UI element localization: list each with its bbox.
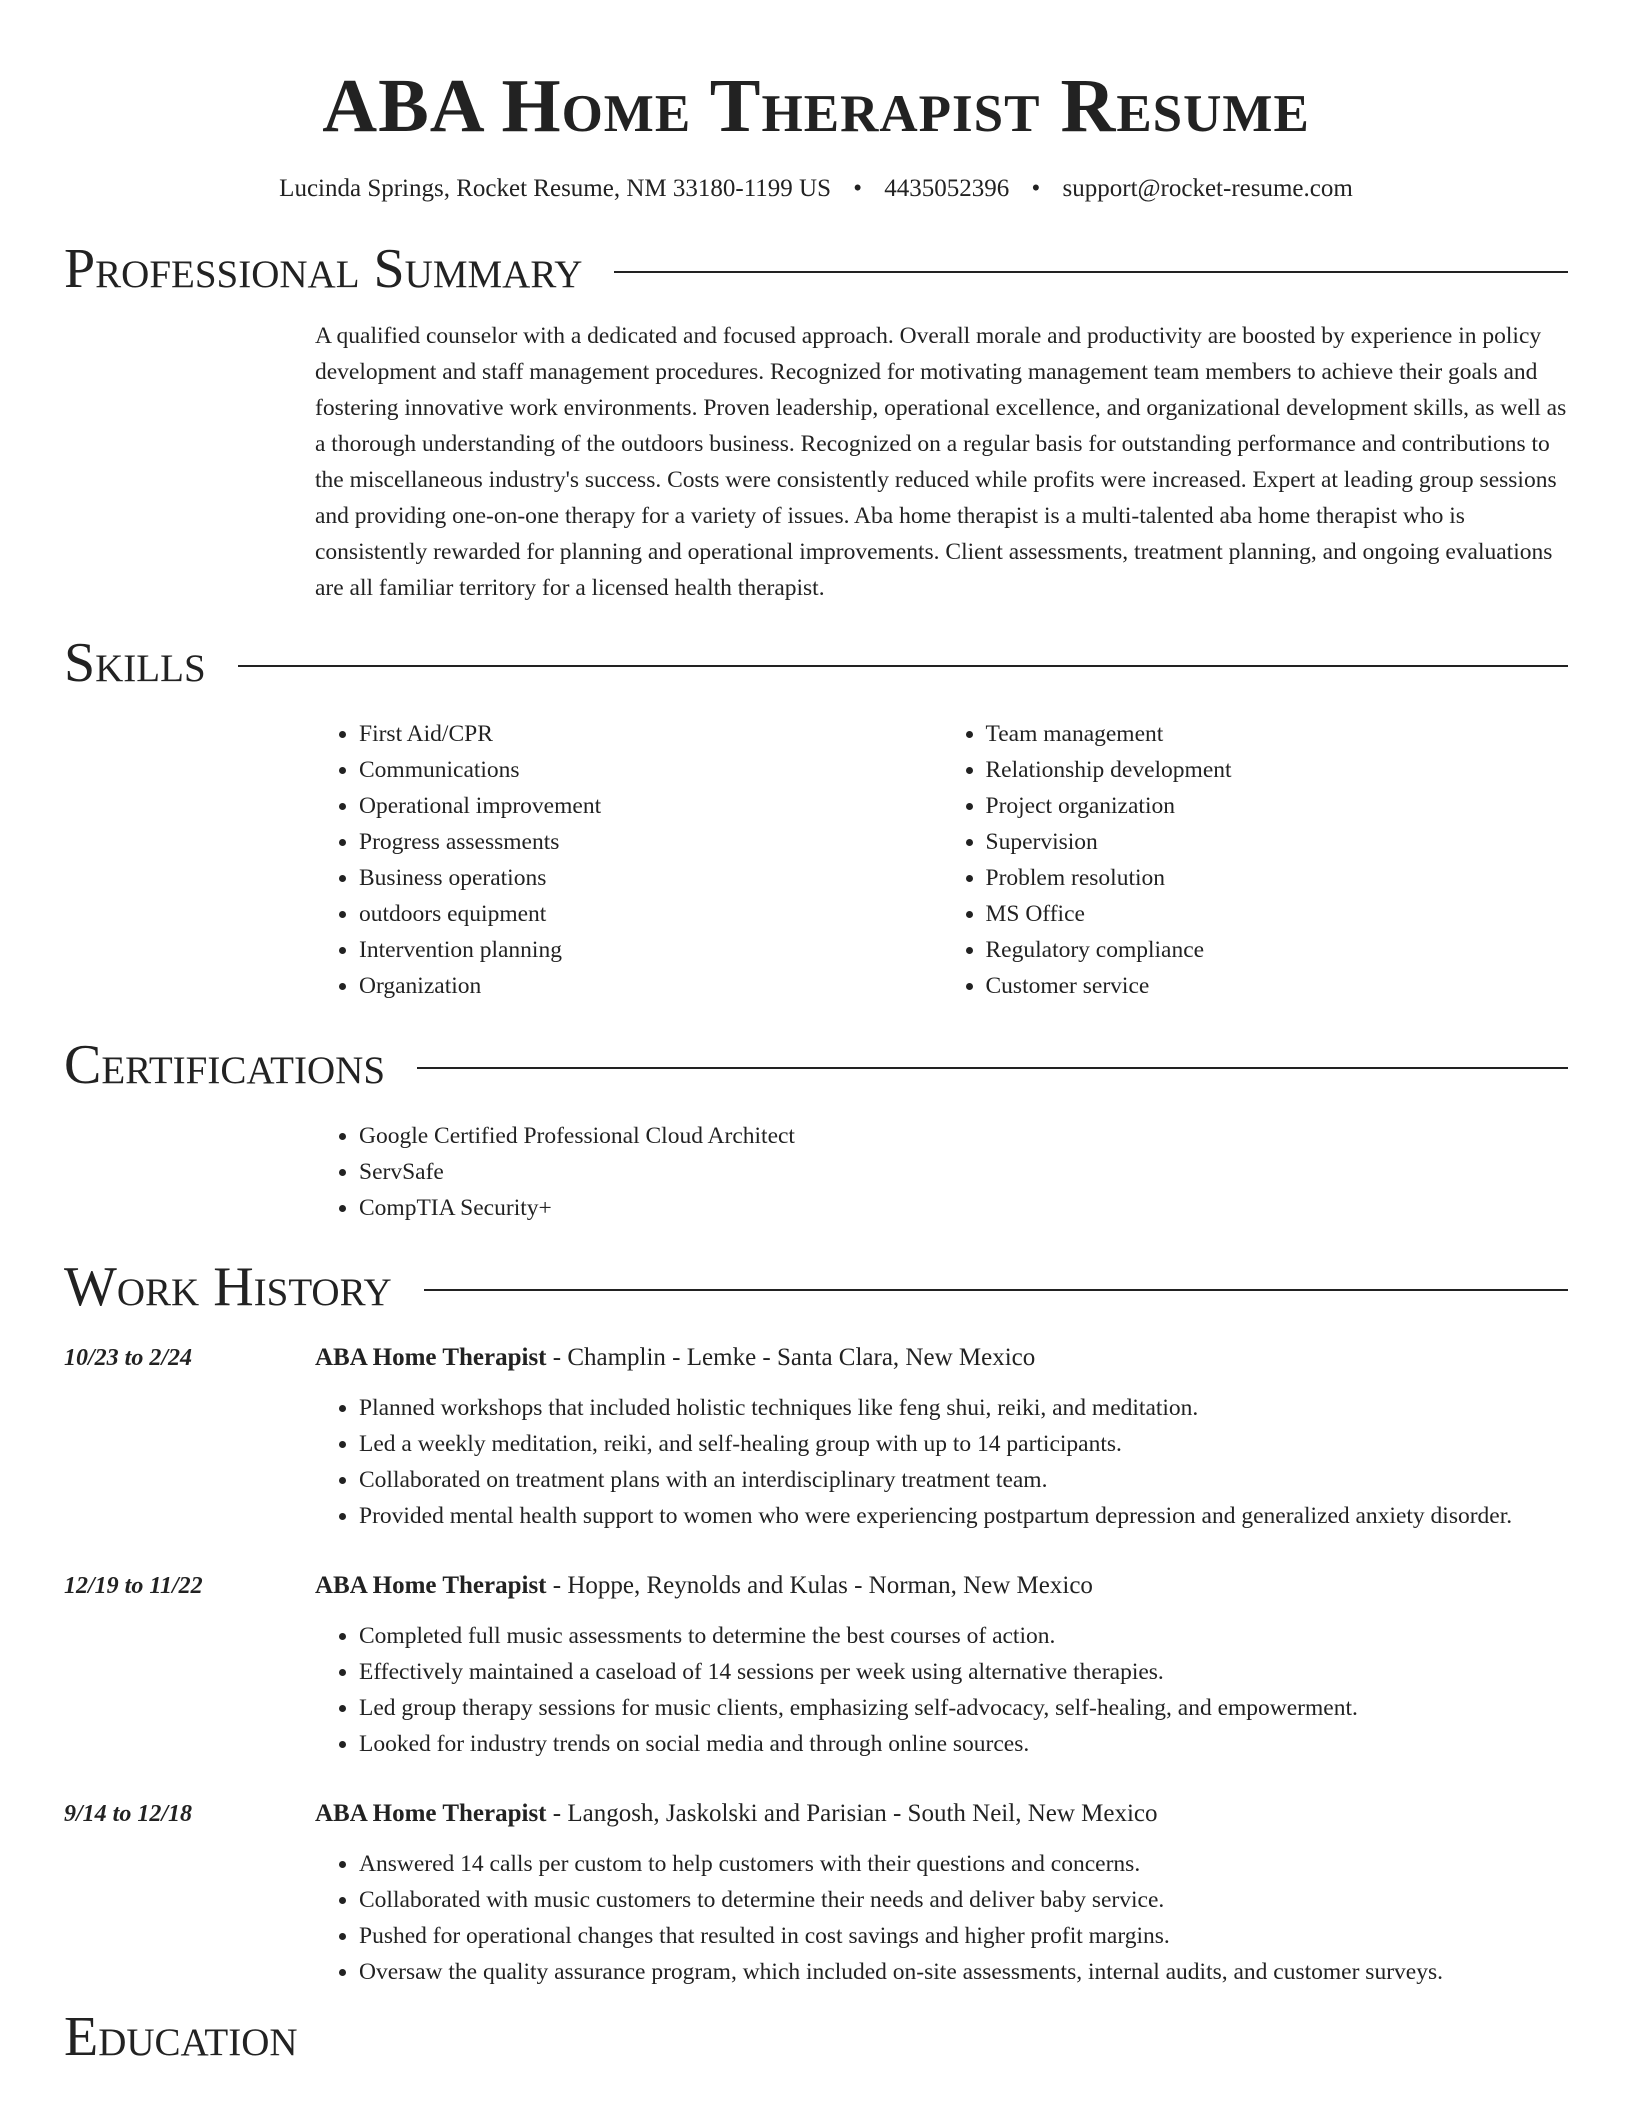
job-duty-item: • Led a weekly meditation, reiki, and self-healing group with up to 14 participants. — [359, 1426, 1568, 1462]
skill-item: • Business operations — [359, 860, 942, 896]
skills-column-left — [315, 716, 942, 1004]
job-duty-item: • Effectively maintained a caseload of 14 sessions per week using alternative therapies. — [359, 1654, 1568, 1690]
skills-heading: Skills — [64, 632, 206, 694]
job-duty-item: • Collaborated with music customers to determine their needs and deliver baby service. — [359, 1882, 1568, 1918]
contact-address: Lucinda Springs, Rocket Resume, NM 33180-1199 US — [279, 175, 831, 202]
job-entry — [64, 1568, 1568, 1762]
section-divider — [238, 665, 1568, 667]
skill-item: • Customer service — [986, 968, 1569, 1004]
certification-item: • Google Certified Professional Cloud Architect — [359, 1118, 1568, 1154]
skill-item: • Operational improvement — [359, 788, 942, 824]
work-history-section-header — [64, 1252, 1568, 1322]
summary-section-header — [64, 234, 1568, 304]
certifications-list — [315, 1118, 1568, 1226]
skill-item: • Relationship development — [986, 752, 1569, 788]
education-heading: Education — [64, 2006, 298, 2068]
education-section-header — [64, 2002, 1568, 2072]
job-role: ABA Home Therapist — [315, 1344, 547, 1371]
skill-item: • Organization — [359, 968, 942, 1004]
skills-list — [315, 716, 1568, 1004]
resume-title: ABA Home Therapist Resume — [322, 64, 1310, 148]
skill-item: • outdoors equipment — [359, 896, 942, 932]
skill-item: • Project organization — [986, 788, 1569, 824]
skill-item: • Regulatory compliance — [986, 932, 1569, 968]
job-duty-item: • Led group therapy sessions for music clients, emphasizing self-advocacy, self-healing, and empowerment. — [359, 1690, 1568, 1726]
work-history-heading: Work History — [64, 1256, 392, 1318]
contact-email: support@rocket-resume.com — [1062, 175, 1353, 202]
summary-text: A qualified counselor with a dedicated and focused approach. Overall morale and productivity are boosted by experience in policy development and staff management procedures. Recognized for motivating management team members to achieve their goals and fostering innovative work environments. Proven leadership, operational excellence, and organizational development skills, as well as a thorough understanding of the outdoors business. Recognized on a regular basis for outstanding performance and contributions to the miscellaneous industry's success. Costs were consistently reduced while profits were increased. Expert at leading group sessions and providing one-on-one therapy for a variety of issues. Aba home therapist is a multi-talented aba home therapist who is consistently rewarded for planning and operational improvements. Client assessments, treatment planning, and ongoing evaluations are all familiar territory for a licensed health therapist. — [315, 323, 1567, 601]
job-employer: - Langosh, Jaskolski and Parisian - South Neil, New Mexico — [546, 1800, 1158, 1827]
job-employer: - Champlin - Lemke - Santa Clara, New Mexico — [546, 1344, 1036, 1371]
job-dates: 9/14 to 12/18 — [64, 1801, 193, 1827]
work-history-list — [64, 1340, 1568, 1990]
job-role: ABA Home Therapist — [315, 1572, 547, 1599]
job-employer: - Hoppe, Reynolds and Kulas - Norman, New Mexico — [546, 1572, 1093, 1599]
certification-item: • ServSafe — [359, 1154, 1568, 1190]
summary-heading: Professional Summary — [64, 238, 583, 300]
section-divider — [417, 1067, 1568, 1069]
resume-page — [64, 0, 1568, 2072]
skill-item: • Intervention planning — [359, 932, 942, 968]
skill-item: • Progress assessments — [359, 824, 942, 860]
certifications-heading: Certifications — [64, 1034, 386, 1096]
contact-phone: 4435052396 — [884, 175, 1010, 202]
skill-item: • Problem resolution — [986, 860, 1569, 896]
job-duty-item: • Planned workshops that included holistic techniques like feng shui, reiki, and meditation. — [359, 1390, 1568, 1426]
job-entry — [64, 1796, 1568, 1990]
job-duties — [315, 1390, 1568, 1534]
job-duties — [315, 1846, 1568, 1990]
job-dates: 10/23 to 2/24 — [64, 1345, 193, 1371]
contact-separator: • — [1031, 175, 1041, 202]
certification-item: • CompTIA Security+ — [359, 1190, 1568, 1226]
job-role: ABA Home Therapist — [315, 1800, 547, 1827]
contact-line — [64, 172, 1568, 206]
section-divider — [424, 1289, 1568, 1291]
section-divider — [614, 271, 1568, 273]
job-duty-item: • Pushed for operational changes that resulted in cost savings and higher profit margins. — [359, 1918, 1568, 1954]
job-entry — [64, 1340, 1568, 1534]
job-duties — [315, 1618, 1568, 1762]
contact-separator: • — [853, 175, 862, 202]
skill-item: • Supervision — [986, 824, 1569, 860]
skills-section-header — [64, 628, 1568, 698]
job-header — [315, 1340, 1568, 1376]
job-duty-item: • Collaborated on treatment plans with an interdisciplinary treatment team. — [359, 1462, 1568, 1498]
job-header — [315, 1568, 1568, 1604]
certifications-section-header — [64, 1030, 1568, 1100]
skill-item: • MS Office — [986, 896, 1569, 932]
skills-column-right — [942, 716, 1569, 1004]
skill-item: • Team management — [986, 716, 1569, 752]
skill-item: • Communications — [359, 752, 942, 788]
job-header — [315, 1796, 1568, 1832]
job-duty-item: • Oversaw the quality assurance program, which included on-site assessments, internal audits, and customer surveys. — [359, 1954, 1568, 1990]
job-duty-item: • Answered 14 calls per custom to help customers with their questions and concerns. — [359, 1846, 1568, 1882]
job-duty-item: • Completed full music assessments to determine the best courses of action. — [359, 1618, 1568, 1654]
job-duty-item: • Provided mental health support to women who were experiencing postpartum depression and generalized anxiety disorder. — [359, 1498, 1568, 1534]
job-duty-item: • Looked for industry trends on social media and through online sources. — [359, 1726, 1568, 1762]
job-dates: 12/19 to 11/22 — [64, 1573, 203, 1599]
skill-item: • First Aid/CPR — [359, 716, 942, 752]
